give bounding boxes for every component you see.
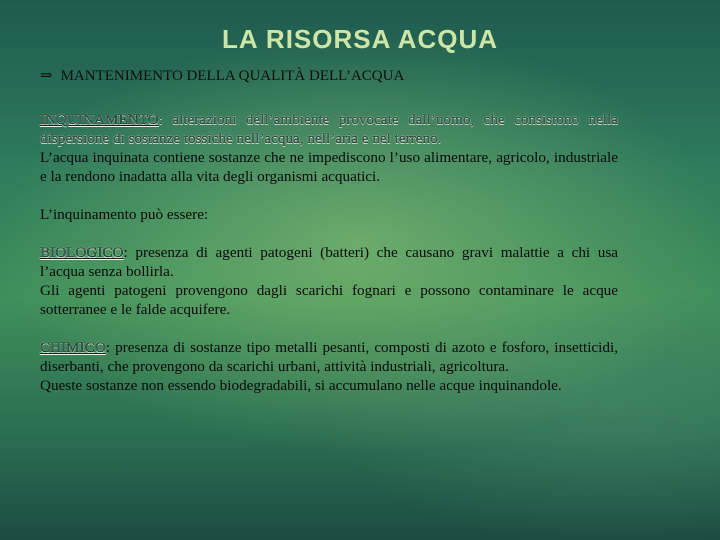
paragraph-patogeni: Gli agenti patogeni provengono dagli scarichi fognari e possono contaminare le acque sotterranee e le falde acquifere. — [40, 282, 618, 318]
subtitle — [40, 66, 404, 85]
paragraph-inquinata: L’acqua inquinata contiene sostanze che ne impediscono l’uso alimentare, agricolo, industriale e la rendono inadatta alla vita degli organismi acquatici. — [40, 149, 618, 185]
term-biologico: BIOLOGICO — [40, 244, 124, 261]
subtitle-text: MANTENIMENTO DELLA QUALITÀ DELL’ACQUA — [60, 68, 405, 84]
slide-body — [40, 110, 618, 395]
biologico-text: : presenza di agenti patogeni (batteri) che causano gravi malattie a chi usa l’acqua senza bollirla. — [40, 244, 618, 280]
slide-title: LA RISORSA ACQUA — [222, 24, 498, 54]
paragraph-puo-essere: L’inquinamento può essere: — [40, 206, 209, 223]
chimico-text: : presenza di sostanze tipo metalli pesanti, composti di azoto e fosforo, insetticidi, diserbanti, che provengono da scarichi urbani, attività industriali, agricoltura. — [40, 339, 618, 375]
definition-text: : alterazioni dell’ambiente provocate dall’uomo, che consistono nella dispersione di sostanze tossiche nell’acqua, nell’aria e nel terreno. — [40, 111, 618, 147]
double-arrow-icon: ⇒ — [40, 68, 53, 84]
paragraph-chimico — [40, 338, 618, 376]
definition-paragraph — [40, 110, 618, 148]
paragraph-queste: Queste sostanze non essendo biodegradabili, si accumulano nelle acque inquinandole. — [40, 377, 562, 394]
term-inquinamento: INQUINAMENTO — [40, 111, 159, 128]
term-chimico: CHIMICO — [40, 339, 106, 356]
paragraph-biologico — [40, 243, 618, 281]
